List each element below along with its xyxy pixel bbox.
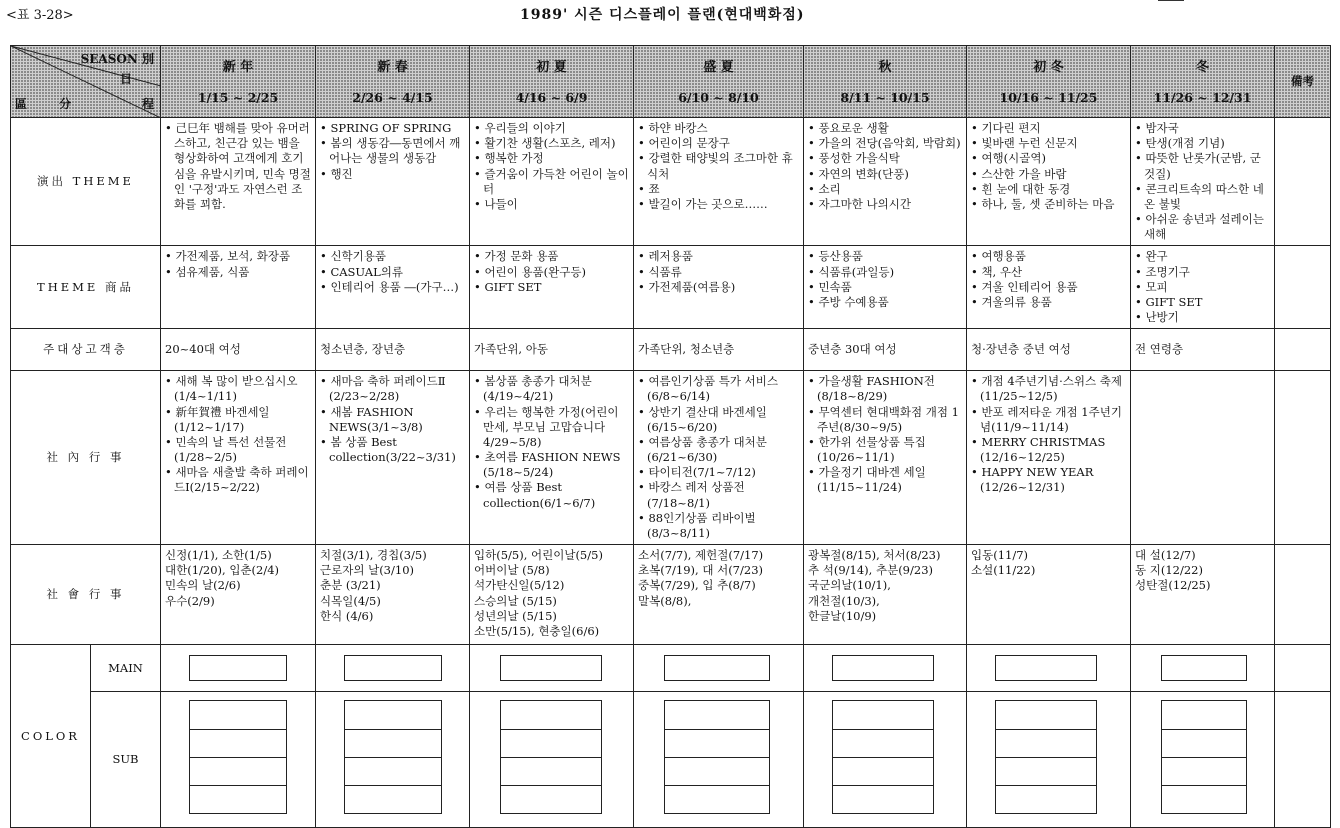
list-item: • 섬유제품, 식품 [165, 265, 311, 280]
season-name: 新 春 [377, 59, 408, 75]
sub-color-cell [470, 692, 634, 828]
event-line: 우수(2/9) [165, 593, 215, 608]
goods-cell [1131, 246, 1275, 329]
swatch-divider [996, 757, 1096, 758]
list-item: • 봄 상품 Best collection(3/22~3/31) [320, 435, 465, 465]
list-item: • 아쉬운 송년과 설레이는 새해 [1135, 212, 1270, 242]
list-item: • 봄의 생동감―동면에서 깨어나는 생물의 생동감 [320, 136, 465, 166]
season-name: 初 夏 [536, 59, 567, 75]
season-dates: 6/10 ~ 8/10 [678, 89, 759, 105]
season-dates: 10/16 ~ 11/25 [999, 89, 1098, 105]
season-header [470, 46, 634, 118]
event-line: 스승의날 (5/15) [474, 593, 557, 608]
social-cell [804, 545, 967, 645]
internal-cell [470, 371, 634, 545]
season-name: 秋 [878, 59, 892, 75]
event-line: 입동(11/7) [971, 548, 1029, 563]
remarks-cell [1275, 246, 1331, 329]
list-item: • 무역센터 현대백화점 개점 1주년(8/30~9/5) [808, 405, 962, 435]
event-line: 신정(1/1), 소한(1/5) [165, 548, 272, 563]
target-cell: 전 연령층 [1131, 329, 1275, 371]
row-label-color: COLOR [11, 645, 91, 828]
list-item: • 여행용품 [971, 249, 1126, 264]
main-color-box [344, 655, 442, 681]
event-line: 중복(7/29), 입 추(8/7) [638, 578, 756, 593]
event-line: 한글날(10/9) [808, 608, 877, 623]
event-line: 어버이날 (5/8) [474, 563, 550, 578]
main-color-box [664, 655, 770, 681]
event-line: 대 설(12/7) [1135, 548, 1196, 563]
target-cell: 가족단위, 아동 [470, 329, 634, 371]
row-label-social: 社 會 行 事 [11, 545, 161, 645]
main-color-box [995, 655, 1097, 681]
corner-gubun-label: 區 分 [15, 97, 86, 112]
corner-mark [1158, 0, 1184, 1]
theme-cell [967, 118, 1131, 246]
list-item: • MERRY CHRISTMAS (12/16~12/25) [971, 435, 1126, 465]
target-row [11, 329, 1331, 371]
event-line: 치절(3/1), 경칩(3/5) [320, 548, 427, 563]
list-item: • 완구 [1135, 249, 1270, 264]
event-line: 소만(5/15), 현충일(6/6) [474, 623, 600, 638]
goods-cell [316, 246, 470, 329]
list-item: • 개점 4주년기념·스위스 축제 (11/25~12/5) [971, 374, 1126, 404]
sub-color-cell [967, 692, 1131, 828]
social-cell [1131, 545, 1275, 645]
theme-cell [1131, 118, 1275, 246]
swatch-divider [1162, 785, 1246, 786]
swatch-divider [1162, 729, 1246, 730]
main-color-box [500, 655, 602, 681]
swatch-divider [833, 729, 933, 730]
event-line: 한식 (4/6) [320, 608, 374, 623]
list-item: • 새마음 축하 퍼레이드Ⅱ (2/23~2/28) [320, 374, 465, 404]
list-item: • 풍요로운 생활 [808, 121, 962, 136]
list-item: • 밤자국 [1135, 121, 1270, 136]
swatch-divider [501, 785, 601, 786]
list-item: • 풍성한 가을식탁 [808, 151, 962, 166]
list-item: • 발길이 가는 곳으로…… [638, 197, 799, 212]
list-item: • 자연의 변화(단풍) [808, 167, 962, 182]
sub-color-box [344, 700, 442, 814]
sub-color-box [189, 700, 287, 814]
event-line: 추 석(9/14), 추분(9/23) [808, 563, 933, 578]
remarks-cell [1275, 692, 1331, 828]
list-item: • 타이티전(7/1~7/12) [638, 465, 799, 480]
main-color-box [1161, 655, 1247, 681]
main-color-cell [470, 645, 634, 692]
swatch-divider [345, 785, 441, 786]
list-item: • 민속의 날 특선 선물전 (1/28~2/5) [165, 435, 311, 465]
theme-cell [634, 118, 804, 246]
event-line: 춘분 (3/21) [320, 578, 381, 593]
list-item: • 新年賀禮 바겐세일 (1/12~1/17) [165, 405, 311, 435]
event-line: 소설(11/22) [971, 563, 1036, 578]
list-item: • 88인기상품 리바이벌 (8/3~8/11) [638, 511, 799, 541]
main-color-box [189, 655, 287, 681]
list-item: • 상반기 결산대 바겐세일 (6/15~6/20) [638, 405, 799, 435]
internal-cell [316, 371, 470, 545]
season-dates: 8/11 ~ 10/15 [840, 89, 930, 105]
list-item: • 빛바랜 누런 신문지 [971, 136, 1126, 151]
swatch-divider [345, 757, 441, 758]
season-name: 冬 [1195, 59, 1209, 75]
theme-cell [316, 118, 470, 246]
event-line: 국군의날(10/1), [808, 578, 891, 593]
sub-color-box [832, 700, 934, 814]
swatch-divider [190, 785, 286, 786]
season-dates: 1/15 ~ 2/25 [197, 89, 279, 105]
list-item: • 가정 문화 용품 [474, 249, 629, 264]
sub-color-box [995, 700, 1097, 814]
table-number: <표 3-28> [6, 8, 74, 23]
main-color-cell [316, 645, 470, 692]
list-item: • 초여름 FASHION NEWS (5/18~5/24) [474, 450, 629, 480]
sub-color-cell [804, 692, 967, 828]
goods-cell [161, 246, 316, 329]
season-header [316, 46, 470, 118]
list-item: • 여름 상품 Best collection(6/1~6/7) [474, 480, 629, 510]
list-item: • 새마음 새출발 축하 퍼레이드Ⅰ(2/15~2/22) [165, 465, 311, 495]
theme-cell [470, 118, 634, 246]
list-item: • 난방기 [1135, 310, 1270, 325]
goods-cell [967, 246, 1131, 329]
target-cell: 중년층 30대 여성 [804, 329, 967, 371]
remarks-cell [1275, 329, 1331, 371]
list-item: • 여름인기상품 특가 서비스 (6/8~6/14) [638, 374, 799, 404]
list-item: • 겨울의류 용품 [971, 295, 1126, 310]
theme-cell [161, 118, 316, 246]
target-cell: 청소년층, 장년층 [316, 329, 470, 371]
list-item: • 조명기구 [1135, 265, 1270, 280]
list-item: • 己巳年 뱀해를 맞아 유머러스하고, 친근감 있는 뱀을 형상화하여 고객에게 호기심을 유발시키며, 민속 명절인 '구정'과도 자연스런 조화를 꾀함. [165, 121, 311, 212]
social-cell [316, 545, 470, 645]
list-item: • 여행(시골역) [971, 151, 1126, 166]
page-title: 1989' 시즌 디스플레이 플랜(현대백화점) [520, 7, 805, 23]
list-item: • 하나, 둘, 셋 준비하는 마음 [971, 197, 1126, 212]
target-cell: 가족단위, 청소년층 [634, 329, 804, 371]
list-item: • 민속품 [808, 280, 962, 295]
corner-jeong-label: 程 [141, 97, 154, 112]
theme-cell [804, 118, 967, 246]
list-item: • 어린이의 문장구 [638, 136, 799, 151]
social-cell [470, 545, 634, 645]
list-item: • 가을생활 FASHION전 (8/18~8/29) [808, 374, 962, 404]
swatch-divider [833, 785, 933, 786]
list-item: • 따뜻한 난롯가(군밤, 군것질) [1135, 151, 1270, 181]
swatch-divider [833, 757, 933, 758]
color-sub-row [11, 692, 1331, 828]
row-label-internal: 社 內 行 事 [11, 371, 161, 545]
list-item: • 새봄 FASHION NEWS(3/1~3/8) [320, 405, 465, 435]
season-name: 初 冬 [1033, 59, 1064, 75]
list-item: • 행진 [320, 167, 465, 182]
internal-events-row [11, 371, 1331, 545]
list-item: • GIFT SET [474, 280, 629, 295]
event-line: 입하(5/5), 어린이날(5/5) [474, 548, 603, 563]
season-header [1131, 46, 1275, 118]
event-line: 개천절(10/3), [808, 593, 880, 608]
list-item: • 가전제품, 보석, 화장품 [165, 249, 311, 264]
list-item: • 활기찬 생활(스포츠, 레저) [474, 136, 629, 151]
event-line: 성탄절(12/25) [1135, 578, 1211, 593]
swatch-divider [996, 729, 1096, 730]
internal-cell [634, 371, 804, 545]
list-item: • 인테리어 용품 ―(가구…) [320, 280, 465, 295]
sub-color-cell [316, 692, 470, 828]
list-item: • 겨울 인테리어 용품 [971, 280, 1126, 295]
list-item: • 우리들의 이야기 [474, 121, 629, 136]
list-item: • 봄상품 총종가 대처분 (4/19~4/21) [474, 374, 629, 404]
season-dates: 2/26 ~ 4/15 [352, 89, 433, 105]
sub-color-cell [161, 692, 316, 828]
main-color-cell [1131, 645, 1275, 692]
list-item: • 가을정기 대바겐 세일 (11/15~11/24) [808, 465, 962, 495]
list-item: • 가을의 전당(음악회, 박람회) [808, 136, 962, 151]
list-item: • 책, 우산 [971, 265, 1126, 280]
list-item: • CASUAL의류 [320, 265, 465, 280]
list-item: • 우리는 행복한 가정(어린이 만세, 부모님 고맙습니다 4/29~5/8) [474, 405, 629, 451]
sub-color-box [664, 700, 770, 814]
swatch-divider [996, 785, 1096, 786]
list-item: • 반포 레저타운 개점 1주년기념(11/9~11/14) [971, 405, 1126, 435]
event-line: 말복(8/8), [638, 593, 692, 608]
list-item: • 쬬 [638, 182, 799, 197]
list-item: • 새해 복 많이 받으십시오(1/4~1/11) [165, 374, 311, 404]
row-label-theme: 演出 THEME [11, 118, 161, 246]
list-item: • 탄생(개점 기념) [1135, 136, 1270, 151]
swatch-divider [345, 729, 441, 730]
season-header [161, 46, 316, 118]
swatch-divider [190, 729, 286, 730]
remarks-cell [1275, 645, 1331, 692]
color-main-row [11, 645, 1331, 692]
event-line: 동 지(12/22) [1135, 563, 1203, 578]
remarks-cell [1275, 371, 1331, 545]
swatch-divider [501, 757, 601, 758]
sub-color-cell [1131, 692, 1275, 828]
row-label-target: 주대상고객층 [11, 329, 161, 371]
internal-cell [161, 371, 316, 545]
list-item: • SPRING OF SPRING [320, 121, 465, 136]
goods-cell [470, 246, 634, 329]
main-color-box [832, 655, 934, 681]
social-events-row [11, 545, 1331, 645]
swatch-divider [665, 729, 769, 730]
remarks-header: 備考 [1275, 46, 1331, 118]
list-item: • 자그마한 나의시간 [808, 197, 962, 212]
swatch-divider [501, 729, 601, 730]
social-cell [161, 545, 316, 645]
sub-color-box [1161, 700, 1247, 814]
list-item: • 소리 [808, 182, 962, 197]
list-item: • 행복한 가정 [474, 151, 629, 166]
main-label: MAIN [91, 645, 161, 692]
event-line: 민속의 날(2/6) [165, 578, 241, 593]
corner-season-label: SEASON 別 [80, 52, 154, 66]
list-item: • 가전제품(여름용) [638, 280, 799, 295]
season-header-row [11, 46, 1331, 118]
swatch-divider [665, 757, 769, 758]
sub-color-cell [634, 692, 804, 828]
row-label-goods: THEME 商品 [11, 246, 161, 329]
header-corner [11, 46, 161, 118]
event-line: 소서(7/7), 제헌절(7/17) [638, 548, 764, 563]
target-cell: 청·장년층 중년 여성 [967, 329, 1131, 371]
season-dates: 4/16 ~ 6/9 [515, 89, 588, 105]
event-line: 석가탄신일(5/12) [474, 578, 565, 593]
theme-row [11, 118, 1331, 246]
main-color-cell [967, 645, 1131, 692]
event-line: 대한(1/20), 입춘(2/4) [165, 563, 280, 578]
list-item: • 즐거움이 가득찬 어린이 놀이터 [474, 167, 629, 197]
internal-cell [967, 371, 1131, 545]
social-cell [967, 545, 1131, 645]
main-color-cell [161, 645, 316, 692]
list-item: • 하얀 바캉스 [638, 121, 799, 136]
event-line: 식목일(4/5) [320, 593, 381, 608]
display-plan-table [10, 45, 1331, 828]
list-item: • 기다린 편지 [971, 121, 1126, 136]
internal-cell [1131, 371, 1275, 545]
event-line: 광복절(8/15), 처서(8/23) [808, 548, 941, 563]
main-color-cell [804, 645, 967, 692]
season-name: 盛 夏 [703, 59, 734, 75]
season-header [804, 46, 967, 118]
season-name: 新 年 [222, 59, 254, 75]
list-item: • HAPPY NEW YEAR (12/26~12/31) [971, 465, 1126, 495]
list-item: • 식품류(과일등) [808, 265, 962, 280]
list-item: • 레저용품 [638, 249, 799, 264]
swatch-divider [190, 757, 286, 758]
list-item: • 스산한 가을 바람 [971, 167, 1126, 182]
swatch-divider [665, 785, 769, 786]
list-item: • 등산용품 [808, 249, 962, 264]
season-header [967, 46, 1131, 118]
sub-color-box [500, 700, 602, 814]
remarks-cell [1275, 545, 1331, 645]
list-item: • 여름상품 총종가 대처분 (6/21~6/30) [638, 435, 799, 465]
list-item: • 주방 수예용품 [808, 295, 962, 310]
corner-il-label: 日 [119, 72, 150, 86]
event-line: 근로자의 날(3/10) [320, 563, 414, 578]
swatch-divider [1162, 757, 1246, 758]
event-line: 성년의날 (5/15) [474, 608, 557, 623]
list-item: • 강렬한 태양빛의 조그마한 휴식처 [638, 151, 799, 181]
goods-cell [634, 246, 804, 329]
event-line: 초복(7/19), 대 서(7/23) [638, 563, 763, 578]
season-dates: 11/26 ~ 12/31 [1153, 89, 1252, 105]
main-color-cell [634, 645, 804, 692]
internal-cell [804, 371, 967, 545]
goods-cell [804, 246, 967, 329]
list-item: • 흰 눈에 대한 동경 [971, 182, 1126, 197]
list-item: • 나들이 [474, 197, 629, 212]
list-item: • 모피 [1135, 280, 1270, 295]
season-header [634, 46, 804, 118]
list-item: • 콘크리트속의 따스한 네온 불빛 [1135, 182, 1270, 212]
list-item: • 바캉스 레저 상품전 (7/18~8/1) [638, 480, 799, 510]
list-item: • 어린이 용품(완구등) [474, 265, 629, 280]
target-cell: 20~40대 여성 [161, 329, 316, 371]
goods-row [11, 246, 1331, 329]
remarks-cell [1275, 118, 1331, 246]
list-item: • 신학기용품 [320, 249, 465, 264]
social-cell [634, 545, 804, 645]
sub-label: SUB [91, 692, 161, 828]
list-item: • 식품류 [638, 265, 799, 280]
list-item: • 한가위 선물상품 특집 (10/26~11/1) [808, 435, 962, 465]
list-item: • GIFT SET [1135, 295, 1270, 310]
